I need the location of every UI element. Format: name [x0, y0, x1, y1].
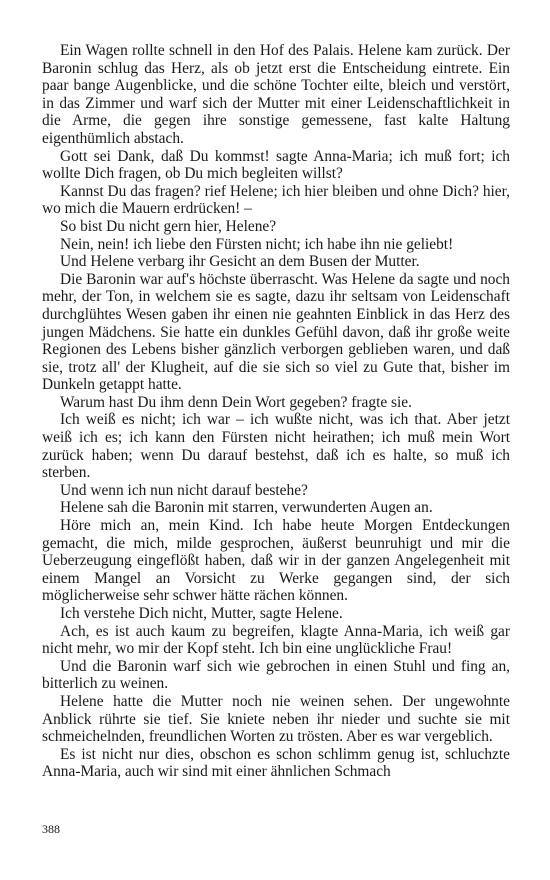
paragraph-17: Es ist nicht nur dies, obschon es schon schlimm genug ist, schluchzte Anna-Maria, auch wir sind mit einer ähnlichen Schmach: [42, 745, 510, 781]
page-number: 388: [42, 822, 60, 836]
paragraph-16: Helene hatte die Mutter noch nie weinen sehen. Der ungewohnte Anblick rührte sie tief. Sie kniete neben ihr nieder und suchte sie mit schmeichelnden, freundlichen Worten zu trösten. Aber es war vergeblich.: [42, 692, 510, 746]
paragraph-15: Und die Baronin warf sich wie gebrochen in einen Stuhl und fing an, bitterlich zu weinen.: [42, 657, 510, 693]
paragraph-10: Und wenn ich nun nicht darauf bestehe?: [60, 481, 308, 499]
paragraph-9: Ich weiß es nicht; ich war – ich wußte nicht, was ich that. Aber jetzt weiß ich es; ich kann den Fürsten nicht heirathen; ich muß mein Wort zurück haben; wenn Du darauf bestehst, daß ich es halte, so muß ich sterben.: [42, 411, 510, 482]
paragraph-14: Ach, es ist auch kaum zu begreifen, klagte Anna-Maria, ich weiß gar nicht mehr, wo mir der Kopf steht. Ich bin eine unglückliche Frau!: [42, 622, 510, 658]
paragraph-12: Höre mich an, mein Kind. Ich habe heute Morgen Entdeckungen gemacht, die mich, milde gesprochen, äußerst beunruhigt und mir die Ueberzeugung eingeflößt haben, daß wir in der ganzen Angelegenheit mit einem Mangel an Vorsicht zu Werke gegangen sind, der sich möglicherweise sehr schwer hätte rächen können.: [42, 517, 510, 605]
paragraph-4: So bist Du nicht gern hier, Helene?: [60, 217, 277, 235]
page-body: [42, 42, 510, 781]
paragraph-2: Gott sei Dank, daß Du kommst! sagte Anna-Maria; ich muß fort; ich wollte Dich fragen, ob Du mich begleiten willst?: [42, 147, 510, 183]
paragraph-8: Warum hast Du ihm denn Dein Wort gegeben? fragte sie.: [60, 393, 412, 411]
paragraph-5: Nein, nein! ich liebe den Fürsten nicht; ich habe ihn nie geliebt!: [60, 235, 454, 253]
paragraph-3: Kannst Du das fragen? rief Helene; ich hier bleiben und ohne Dich? hier, wo mich die Mauern erdrücken! –: [42, 182, 510, 218]
paragraph-7: Die Baronin war auf's höchste überrascht. Was Helene da sagte und noch mehr, der Ton, in welchem sie es sagte, dazu ihr seltsam von Leidenschaft durchglühtes Wesen gaben ihr einen nie geahnten Einblick in das Herz des jungen Mädchens. Sie hatte ein dunkles Gefühl davon, daß ihr große weite Regionen des Lebens bisher gänzlich verborgen geblieben waren, und daß sie, trotz all' der Klugheit, auf die sie sich so viel zu Gute that, bisher im Dunkeln getappt hatte.: [42, 270, 510, 394]
paragraph-13: Ich verstehe Dich nicht, Mutter, sagte Helene.: [60, 605, 343, 622]
paragraph-6: Und Helene verbarg ihr Gesicht an dem Busen der Mutter.: [60, 253, 420, 271]
paragraph-11: Helene sah die Baronin mit starren, verwunderten Augen an.: [60, 499, 433, 517]
paragraph-1: Ein Wagen rollte schnell in den Hof des Palais. Helene kam zurück. Der Baronin schlug das Herz, als ob jetzt erst die Entscheidung eintrete. Ein paar bange Augenblicke, und die schöne Tochter eilte, bleich und verstört, in das Zimmer und warf sich der Mutter mit einer Leidenschaftlichkeit in die Arme, die gegen ihre sonstige gemessene, fast kalte Haltung eigenthümlich abstach.: [42, 42, 510, 147]
